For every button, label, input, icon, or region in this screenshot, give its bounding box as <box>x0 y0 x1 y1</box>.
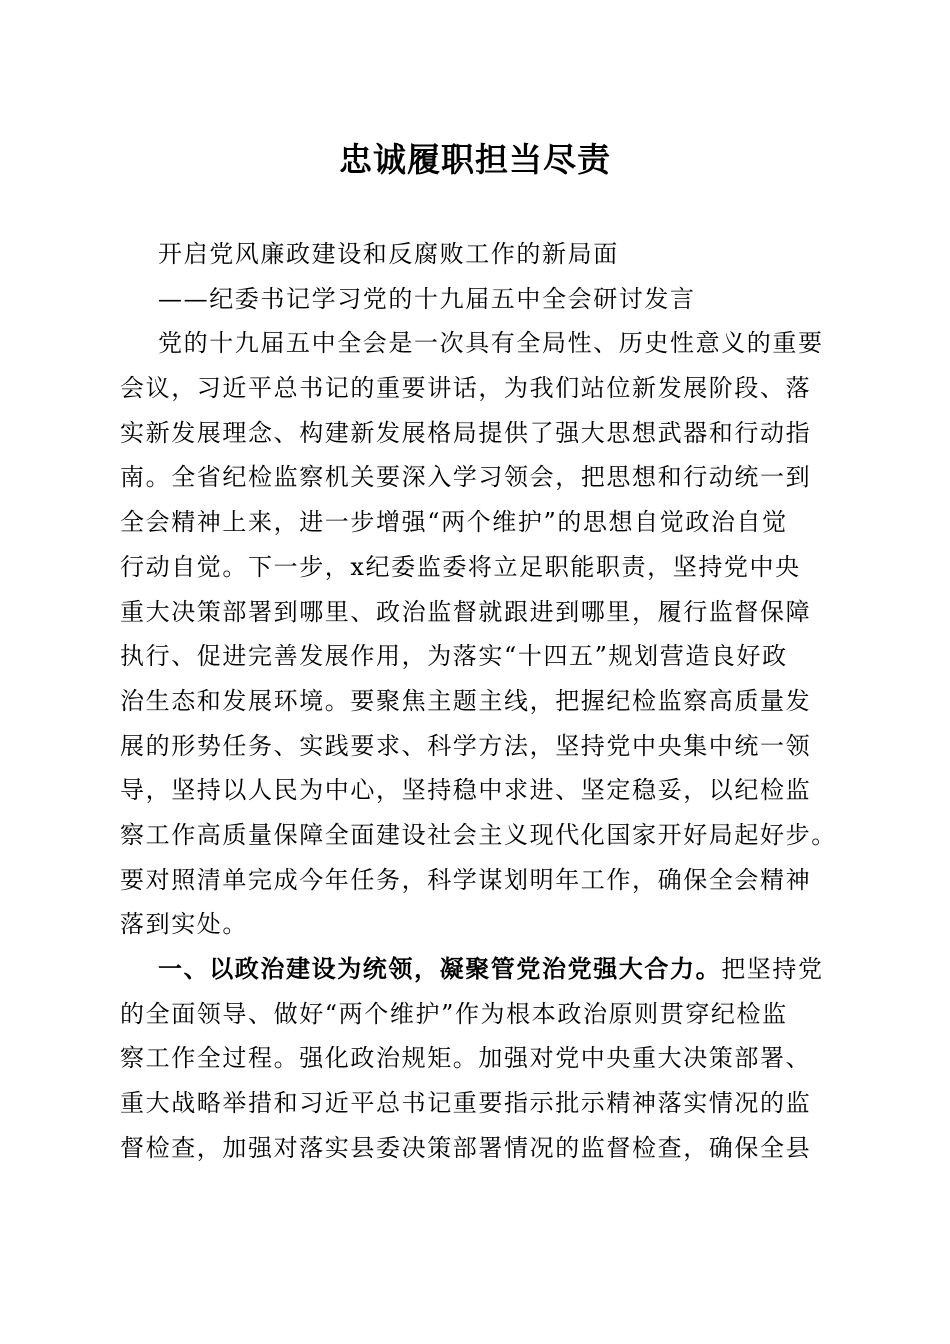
paragraph-line: 落到实处。 <box>120 910 248 939</box>
paragraph-line: 的全面领导、做好“两个维护”作为根本政治原则贯穿纪检监 <box>120 999 788 1028</box>
subtitle-line-1: 开启党风廉政建设和反腐败工作的新局面 <box>158 240 619 268</box>
document-title: 忠诚履职担当尽责 <box>339 140 611 179</box>
document-body <box>120 232 835 1170</box>
paragraph-line: 要对照清单完成今年任务，科学谋划明年工作，确保全会精神 <box>120 865 812 894</box>
paragraph-line: 督检查，加强对落实县委决策部署情况的监督检查，确保全县 <box>120 1133 812 1162</box>
paragraph-line: 重大战略举措和习近平总书记重要指示批示精神落实情况的监 <box>120 1089 812 1118</box>
paragraph-line: 察工作全过程。强化政治规矩。加强对党中央重大决策部署、 <box>120 1044 812 1073</box>
paragraph-line: 实新发展理念、构建新发展格局提供了强大思想武器和行动指 <box>120 418 812 447</box>
section-1-first-line <box>120 947 835 992</box>
section-1-first-line-text: 把坚持党 <box>721 955 824 983</box>
subtitle-line-2: ——纪委书记学习党的十九届五中全会研讨发言 <box>158 284 696 313</box>
section-1 <box>120 947 835 1170</box>
paragraph-line: 全会精神上来，进一步增强“两个维护”的思想自觉政治自觉 <box>120 508 788 537</box>
paragraph-line: 会议，习近平总书记的重要讲话，为我们站位新发展阶段、落 <box>120 374 812 403</box>
paragraph-1 <box>120 321 835 947</box>
paragraph-line: 南。全省纪检监察机关要深入学习领会，把思想和行动统一到 <box>120 463 812 492</box>
section-1-heading: 一、以政治建设为统领，凝聚管党治党强大合力。 <box>158 954 722 983</box>
paragraph-line: 执行、促进完善发展作用，为落实“十四五”规划营造良好政 <box>120 642 788 671</box>
paragraph-line: 察工作高质量保障全面建设社会主义现代化国家开好局起好步。 <box>120 820 837 849</box>
paragraph-line: 导，坚持以人民为中心，坚持稳中求进、坚定稳妥，以纪检监 <box>120 776 812 805</box>
paragraph-line: 党的十九届五中全会是一次具有全局性、历史性意义的重要 <box>158 329 824 358</box>
paragraph-line: 治生态和发展环境。要聚焦主题主线，把握纪检监察高质量发 <box>120 686 812 715</box>
paragraph-line: 行动自觉。下一步，x纪委监委将立足职能职责，坚持党中央 <box>120 552 801 581</box>
paragraph-line: 展的形势任务、实践要求、科学方法，坚持党中央集中统一领 <box>120 731 812 760</box>
paragraph-line: 重大决策部署到哪里、政治监督就跟进到哪里，履行监督保障 <box>120 597 812 626</box>
